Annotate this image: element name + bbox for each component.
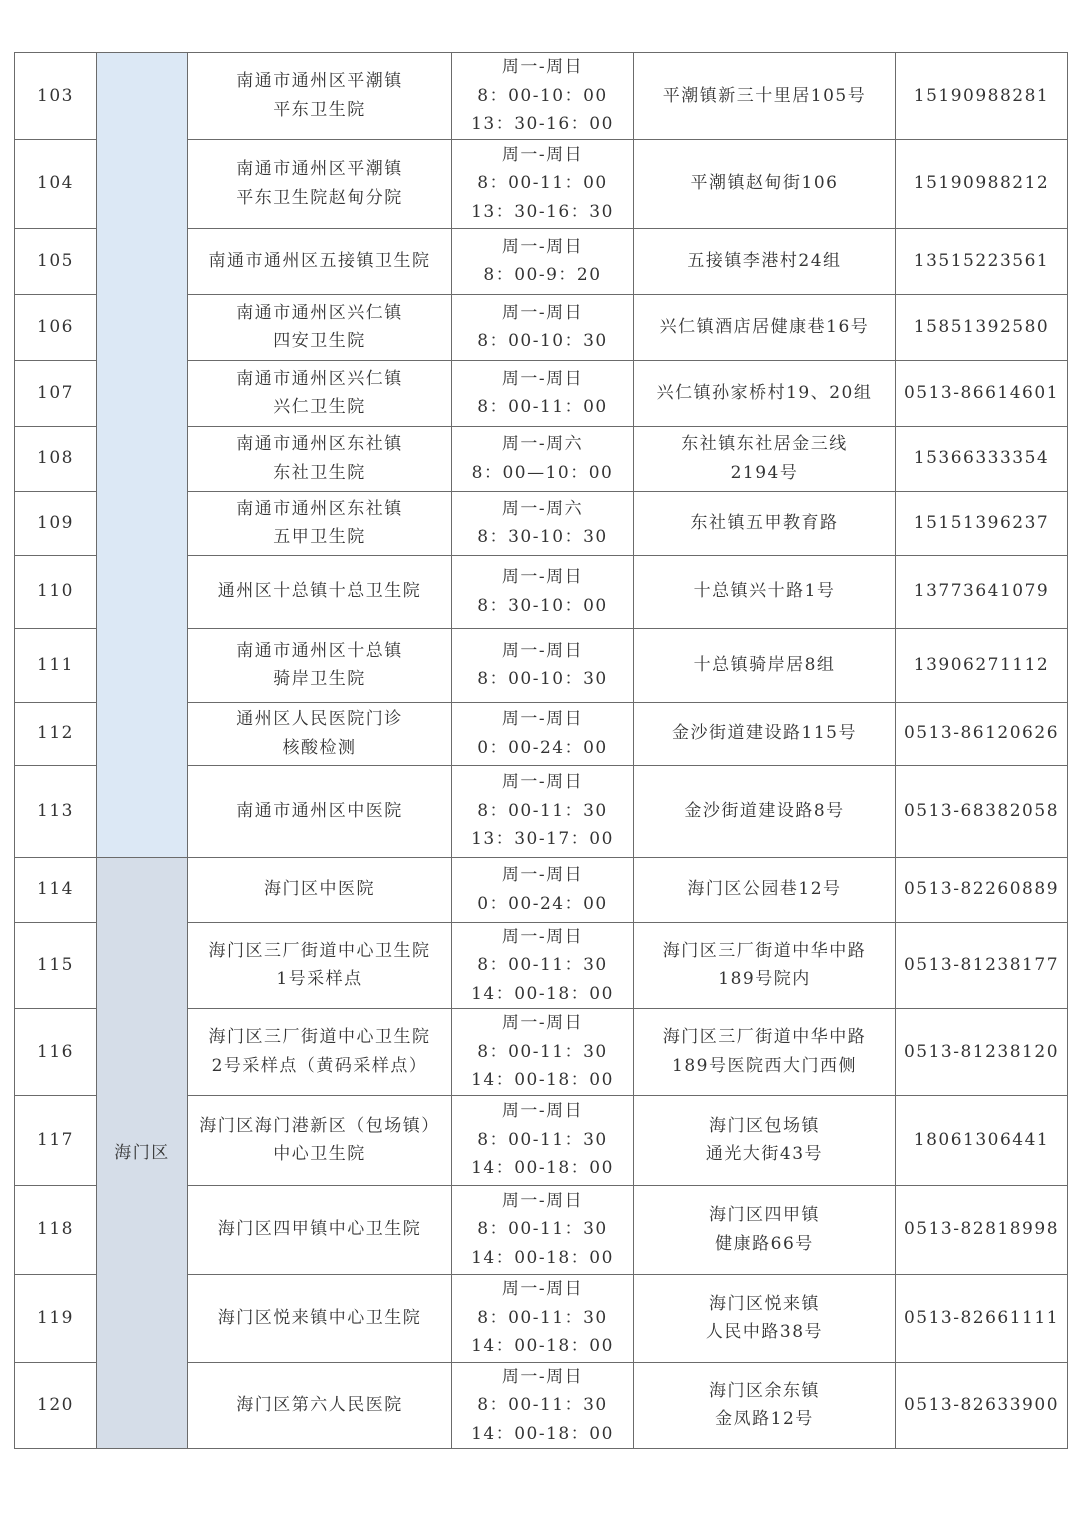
opening-hours-line: 13：30-17：00 bbox=[471, 829, 614, 850]
site-name bbox=[188, 426, 452, 491]
opening-hours bbox=[452, 1274, 634, 1362]
site-address-line: 东社镇东社居金三线 bbox=[681, 434, 848, 454]
opening-hours-line: 8：00-11：30 bbox=[477, 800, 608, 821]
row-number: 106 bbox=[15, 294, 97, 360]
site-address bbox=[634, 1009, 896, 1096]
site-address-line: 189号院内 bbox=[718, 969, 811, 990]
opening-hours-line: 13：30-16：00 bbox=[471, 114, 614, 134]
opening-hours-line: 8：00—10：00 bbox=[471, 462, 614, 483]
site-address-line: 海门区包场镇 bbox=[709, 1115, 820, 1136]
site-name-line: 南通市通州区平潮镇 bbox=[236, 71, 403, 92]
opening-hours-line: 周一-周日 bbox=[501, 1013, 584, 1033]
site-name-line: 海门区三厂街道中心卫生院 bbox=[208, 1027, 431, 1048]
opening-hours-line: 周一-周日 bbox=[501, 709, 584, 729]
site-name-line: 南通市通州区中医院 bbox=[236, 800, 403, 821]
site-name bbox=[188, 702, 452, 765]
opening-hours-line: 周一-周日 bbox=[501, 302, 584, 323]
site-name-line: 东社卫生院 bbox=[273, 462, 366, 483]
site-address bbox=[634, 922, 896, 1009]
opening-hours-line: 8：00-11：30 bbox=[477, 1307, 608, 1328]
site-name-line: 南通市通州区五接镇卫生院 bbox=[208, 250, 431, 271]
site-address-line: 通光大街43号 bbox=[705, 1144, 824, 1164]
site-address-line: 兴仁镇酒店居健康巷16号 bbox=[659, 316, 870, 337]
site-address bbox=[634, 360, 896, 426]
opening-hours-line: 14：00-18：00 bbox=[471, 1247, 614, 1268]
site-name bbox=[188, 555, 452, 628]
site-name bbox=[188, 857, 452, 922]
site-name-line: 核酸检测 bbox=[282, 737, 357, 758]
opening-hours-line: 8：00-11：00 bbox=[477, 173, 608, 194]
testing-sites-table bbox=[14, 52, 1068, 1449]
opening-hours bbox=[452, 426, 634, 491]
site-address-line: 十总镇兴十路1号 bbox=[693, 581, 836, 602]
opening-hours bbox=[452, 139, 634, 228]
site-name bbox=[188, 139, 452, 228]
site-name bbox=[188, 1009, 452, 1096]
table-body bbox=[15, 53, 1068, 1449]
contact-phone: 0513-82260889 bbox=[896, 857, 1068, 922]
row-number: 119 bbox=[15, 1274, 97, 1362]
opening-hours-line: 8：00-11：30 bbox=[477, 955, 608, 975]
site-name bbox=[188, 922, 452, 1009]
contact-phone: 0513-82661111 bbox=[896, 1274, 1068, 1362]
opening-hours bbox=[452, 53, 634, 140]
opening-hours-line: 0：00-24：00 bbox=[477, 737, 608, 758]
row-number: 111 bbox=[15, 628, 97, 702]
contact-phone: 0513-81238177 bbox=[896, 922, 1068, 1009]
contact-phone: 0513-82633900 bbox=[896, 1362, 1068, 1449]
site-name-line: 海门区中医院 bbox=[264, 879, 375, 900]
opening-hours-line: 8：00-11：00 bbox=[477, 397, 608, 417]
opening-hours-line: 周一-周日 bbox=[501, 1366, 584, 1387]
site-name-line: 通州区十总镇十总卫生院 bbox=[217, 581, 422, 602]
row-number: 104 bbox=[15, 139, 97, 228]
row-number: 118 bbox=[15, 1185, 97, 1274]
opening-hours-line: 14：00-18：00 bbox=[471, 983, 614, 1004]
opening-hours-line: 8：00-10：00 bbox=[477, 85, 608, 106]
contact-phone: 13515223561 bbox=[896, 228, 1068, 294]
row-number: 117 bbox=[15, 1095, 97, 1185]
site-address-line: 十总镇骑岸居8组 bbox=[693, 654, 836, 675]
site-name-line: 五甲卫生院 bbox=[273, 527, 366, 547]
site-address-line: 平潮镇新三十里居105号 bbox=[662, 85, 867, 106]
opening-hours bbox=[452, 1185, 634, 1274]
contact-phone: 15851392580 bbox=[896, 294, 1068, 360]
opening-hours-line: 周一-周日 bbox=[501, 57, 584, 77]
site-address-line: 人民中路38号 bbox=[705, 1322, 824, 1342]
opening-hours bbox=[452, 360, 634, 426]
contact-phone: 15190988212 bbox=[896, 139, 1068, 228]
site-name-line: 骑岸卫生院 bbox=[273, 669, 366, 689]
contact-phone: 15151396237 bbox=[896, 491, 1068, 555]
site-name-line: 兴仁卫生院 bbox=[273, 397, 366, 417]
opening-hours bbox=[452, 922, 634, 1009]
row-number: 107 bbox=[15, 360, 97, 426]
opening-hours-line: 14：00-18：00 bbox=[471, 1070, 614, 1090]
opening-hours-line: 周一-周日 bbox=[501, 772, 584, 793]
site-name bbox=[188, 53, 452, 140]
opening-hours-line: 0：00-24：00 bbox=[477, 893, 608, 914]
opening-hours bbox=[452, 1095, 634, 1185]
opening-hours-line: 周一-周日 bbox=[501, 236, 584, 257]
site-name-line: 南通市通州区兴仁镇 bbox=[236, 368, 403, 389]
opening-hours-line: 8：00-11：30 bbox=[477, 1041, 608, 1062]
opening-hours bbox=[452, 628, 634, 702]
opening-hours-line: 周一-周日 bbox=[501, 567, 584, 587]
opening-hours bbox=[452, 765, 634, 857]
opening-hours-line: 8：00-9：20 bbox=[483, 265, 602, 285]
site-name-line: 中心卫生院 bbox=[273, 1144, 366, 1164]
opening-hours-line: 8：30-10：00 bbox=[477, 595, 608, 616]
opening-hours bbox=[452, 857, 634, 922]
site-address-line: 兴仁镇孙家桥村19、20组 bbox=[656, 382, 873, 403]
site-name bbox=[188, 1274, 452, 1362]
contact-phone: 0513-68382058 bbox=[896, 765, 1068, 857]
site-name-line: 海门区海门港新区（包场镇） bbox=[199, 1115, 440, 1136]
opening-hours-line: 周一-周日 bbox=[501, 368, 584, 389]
row-number: 114 bbox=[15, 857, 97, 922]
site-address bbox=[634, 765, 896, 857]
site-name-line: 南通市通州区东社镇 bbox=[236, 498, 403, 519]
table-row bbox=[15, 53, 1068, 140]
site-address bbox=[634, 139, 896, 228]
site-name-line: 海门区悦来镇中心卫生院 bbox=[217, 1307, 422, 1328]
site-address bbox=[634, 1362, 896, 1449]
site-name-line: 平东卫生院赵甸分院 bbox=[236, 187, 403, 208]
site-name-line: 海门区三厂街道中心卫生院 bbox=[208, 940, 431, 961]
opening-hours-line: 14：00-18：00 bbox=[471, 1423, 614, 1444]
opening-hours-line: 14：00-18：00 bbox=[471, 1158, 614, 1179]
site-name-line: 通州区人民医院门诊 bbox=[236, 709, 403, 729]
opening-hours bbox=[452, 1362, 634, 1449]
opening-hours-line: 周一-周日 bbox=[501, 1101, 584, 1122]
opening-hours-line: 8：00-11：30 bbox=[477, 1219, 608, 1240]
site-address-line: 189号医院西大门西侧 bbox=[672, 1055, 857, 1076]
opening-hours-line: 周一-周日 bbox=[501, 640, 584, 661]
site-address-line: 五接镇李港村24组 bbox=[687, 250, 842, 271]
site-name-line: 南通市通州区平潮镇 bbox=[236, 159, 403, 179]
site-address-line: 2194号 bbox=[730, 462, 799, 483]
site-address-line: 平潮镇赵甸街106 bbox=[690, 173, 839, 194]
row-number: 108 bbox=[15, 426, 97, 491]
site-address-line: 金沙街道建设路115号 bbox=[672, 723, 857, 744]
site-address-line: 海门区余东镇 bbox=[709, 1380, 820, 1401]
row-number: 116 bbox=[15, 1009, 97, 1096]
contact-phone: 0513-81238120 bbox=[896, 1009, 1068, 1096]
site-name-line: 1号采样点 bbox=[276, 969, 363, 990]
site-name-line: 2号采样点（黄码采样点） bbox=[211, 1055, 428, 1076]
site-name-line: 南通市通州区兴仁镇 bbox=[236, 302, 403, 323]
row-number: 120 bbox=[15, 1362, 97, 1449]
opening-hours-line: 8：00-11：30 bbox=[477, 1395, 608, 1415]
site-address bbox=[634, 857, 896, 922]
site-address-line: 东社镇五甲教育路 bbox=[690, 512, 839, 533]
site-address bbox=[634, 628, 896, 702]
row-number: 103 bbox=[15, 53, 97, 140]
site-address-line: 海门区四甲镇 bbox=[709, 1205, 820, 1225]
site-address bbox=[634, 294, 896, 360]
site-address-line: 海门区悦来镇 bbox=[709, 1293, 820, 1314]
site-address bbox=[634, 228, 896, 294]
site-address bbox=[634, 1274, 896, 1362]
site-name-line: 南通市通州区十总镇 bbox=[236, 640, 403, 661]
site-address-line: 健康路66号 bbox=[715, 1233, 814, 1254]
opening-hours-line: 8：30-10：30 bbox=[477, 527, 608, 547]
site-name-line: 南通市通州区东社镇 bbox=[236, 434, 403, 454]
opening-hours bbox=[452, 228, 634, 294]
site-name bbox=[188, 294, 452, 360]
site-name-line: 四安卫生院 bbox=[273, 331, 366, 351]
opening-hours-line: 周一-周六 bbox=[501, 434, 584, 454]
site-name bbox=[188, 1095, 452, 1185]
contact-phone: 13906271112 bbox=[896, 628, 1068, 702]
site-address bbox=[634, 1095, 896, 1185]
site-address bbox=[634, 702, 896, 765]
opening-hours bbox=[452, 491, 634, 555]
site-address bbox=[634, 491, 896, 555]
row-number: 105 bbox=[15, 228, 97, 294]
district-name: 海门区 bbox=[97, 857, 188, 1449]
site-name bbox=[188, 228, 452, 294]
opening-hours bbox=[452, 555, 634, 628]
site-name bbox=[188, 1185, 452, 1274]
opening-hours-line: 周一-周日 bbox=[501, 865, 584, 885]
opening-hours-line: 周一-周日 bbox=[501, 926, 584, 947]
table-row bbox=[15, 857, 1068, 922]
site-address-line: 海门区三厂街道中华中路 bbox=[662, 940, 867, 961]
site-name bbox=[188, 360, 452, 426]
row-number: 113 bbox=[15, 765, 97, 857]
site-address bbox=[634, 426, 896, 491]
row-number: 115 bbox=[15, 922, 97, 1009]
site-address-line: 金凤路12号 bbox=[715, 1409, 814, 1430]
opening-hours-line: 周一-周日 bbox=[501, 1190, 584, 1211]
site-address bbox=[634, 53, 896, 140]
site-name bbox=[188, 1362, 452, 1449]
site-address bbox=[634, 1185, 896, 1274]
site-name bbox=[188, 765, 452, 857]
opening-hours-line: 周一-周六 bbox=[501, 498, 584, 519]
opening-hours-line: 周一-周日 bbox=[501, 144, 584, 165]
site-name-line: 海门区四甲镇中心卫生院 bbox=[217, 1219, 422, 1240]
row-number: 112 bbox=[15, 702, 97, 765]
contact-phone: 13773641079 bbox=[896, 555, 1068, 628]
contact-phone: 15366333354 bbox=[896, 426, 1068, 491]
opening-hours-line: 周一-周日 bbox=[501, 1279, 584, 1300]
contact-phone: 15190988281 bbox=[896, 53, 1068, 140]
site-address bbox=[634, 555, 896, 628]
site-address-line: 海门区三厂街道中华中路 bbox=[662, 1027, 867, 1048]
row-number: 110 bbox=[15, 555, 97, 628]
opening-hours-line: 13：30-16：30 bbox=[471, 201, 614, 222]
opening-hours-line: 8：00-10：30 bbox=[477, 331, 608, 351]
site-name bbox=[188, 628, 452, 702]
contact-phone: 0513-86614601 bbox=[896, 360, 1068, 426]
district-name bbox=[97, 53, 188, 858]
site-address-line: 金沙街道建设路8号 bbox=[684, 800, 845, 821]
contact-phone: 0513-86120626 bbox=[896, 702, 1068, 765]
opening-hours bbox=[452, 702, 634, 765]
contact-phone: 18061306441 bbox=[896, 1095, 1068, 1185]
opening-hours bbox=[452, 294, 634, 360]
site-name-line: 平东卫生院 bbox=[273, 99, 366, 120]
site-address-line: 海门区公园巷12号 bbox=[687, 879, 842, 900]
opening-hours-line: 8：00-10：30 bbox=[477, 669, 608, 689]
contact-phone: 0513-82818998 bbox=[896, 1185, 1068, 1274]
opening-hours-line: 8：00-11：30 bbox=[477, 1129, 608, 1150]
opening-hours-line: 14：00-18：00 bbox=[471, 1336, 614, 1357]
row-number: 109 bbox=[15, 491, 97, 555]
site-name bbox=[188, 491, 452, 555]
opening-hours bbox=[452, 1009, 634, 1096]
site-name-line: 海门区第六人民医院 bbox=[236, 1395, 403, 1415]
